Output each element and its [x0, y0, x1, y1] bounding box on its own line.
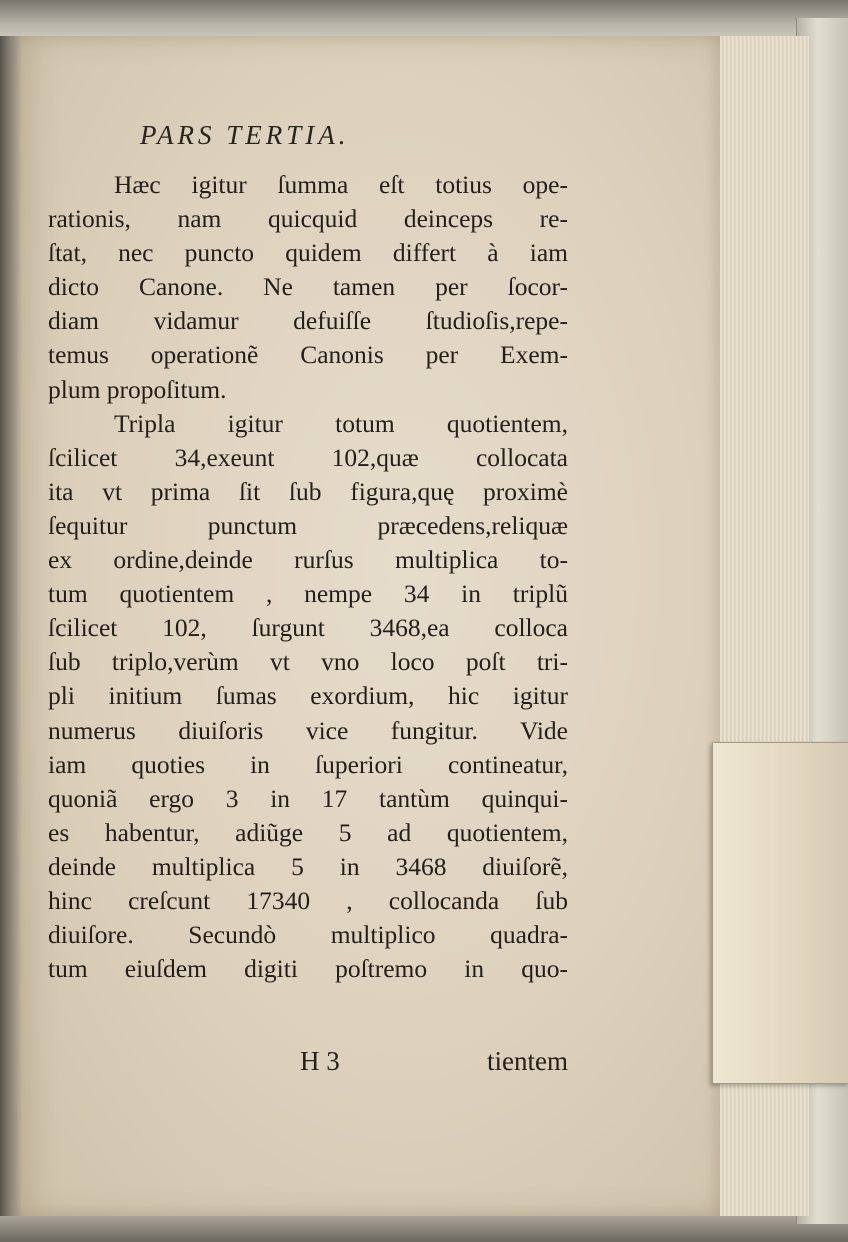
text-line: temus operationẽ Canonis per Exem- [48, 340, 568, 370]
text-line: diuiſore. Secundò multiplico quadra- [48, 920, 568, 950]
text-line: ſcilicet 102, ſurgunt 3468,ea colloca [48, 613, 568, 643]
running-head: PARS TERTIA. [140, 120, 350, 150]
text-line: rationis, nam quicquid deinceps re- [48, 204, 568, 234]
paragraph-2 [48, 407, 568, 987]
text-line: numerus diuiſoris vice fungitur. Vide [48, 715, 568, 745]
text-line: ita vt prima ſit ſub figura,quę proximè [48, 476, 568, 506]
text-line: ſtat, nec puncto quidem differt à iam [48, 238, 568, 268]
page-footer [300, 1046, 568, 1082]
text-line: deinde multiplica 5 in 3468 diuiſorẽ, [48, 851, 568, 881]
text-line: hinc creſcunt 17340 , collocanda ſub [48, 885, 568, 915]
text-line: plum propoſitum. [48, 374, 227, 404]
text-line: ex ordine,deinde rurſus multiplica to- [48, 545, 568, 575]
catchword: tientem [487, 1046, 568, 1076]
text-line: dicto Canone. Ne tamen per ſocor- [48, 272, 568, 302]
text-line: pli initium ſumas exordium, hic igitur [48, 681, 568, 711]
cover-top-edge [0, 0, 848, 40]
paragraph-1 [48, 168, 568, 407]
text-line: quoniã ergo 3 in 17 tantùm quinqui- [48, 783, 568, 813]
text-line: Hæc igitur ſumma eſt totius ope- [114, 170, 568, 199]
text-line: iam quoties in ſuperiori contineatur, [48, 749, 568, 779]
page-gutter [0, 36, 22, 1216]
text-line: Tripla igitur totum quotientem, [114, 408, 568, 438]
text-line: ſcilicet 34,exeunt 102,quæ collocata [48, 442, 568, 472]
text-line: ſub triplo,verùm vt vno loco poſt tri- [48, 647, 568, 677]
text-line: es habentur, adiũge 5 ad quotientem, [48, 817, 568, 847]
inserted-paper-slip [712, 742, 848, 1084]
text-line: tum eiuſdem digiti poſtremo in quo- [48, 954, 568, 984]
text-line: ſequitur punctum præcedens,reliquæ [48, 510, 568, 540]
text-line: diam vidamur defuiſſe ſtudioſis,repe- [48, 306, 568, 336]
body-text [48, 168, 568, 986]
text-line: tum quotientem , nempe 34 in triplũ [48, 579, 568, 609]
signature-mark: H 3 [300, 1046, 340, 1076]
